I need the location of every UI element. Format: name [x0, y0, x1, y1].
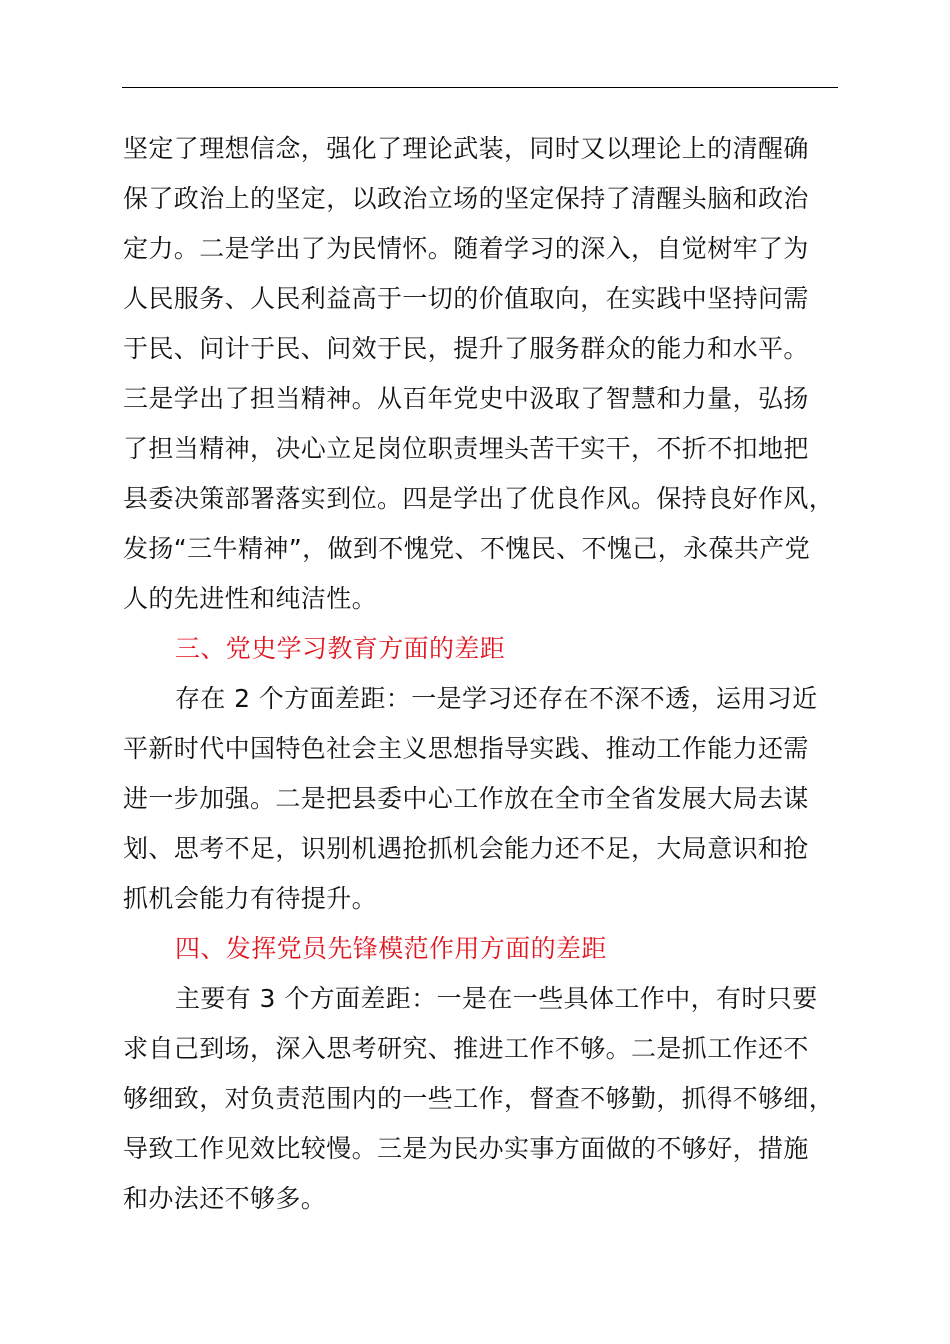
- document-body: [123, 124, 839, 1224]
- body-line-5: 于民、问计于民、问效于民，提升了服务群众的能力和水平。: [123, 334, 809, 363]
- body-line-9: 发扬“三牛精神”，做到不愧党、不愧民、不愧己，永葆共产党: [123, 534, 811, 563]
- body-line-2: 保了政治上的坚定，以政治立场的坚定保持了清醒头脑和政治: [123, 184, 809, 213]
- body-line-7: 了担当精神，决心立足岗位职责埋头苦干实干，不折不扣地把: [123, 434, 809, 463]
- section-heading-3: 三、党史学习教育方面的差距: [175, 634, 506, 663]
- body-line-1: 坚定了理想信念，强化了理论武装，同时又以理论上的清醒确: [123, 134, 809, 163]
- body-line-22: 和办法还不够多。: [123, 1184, 327, 1213]
- body-line-6: 三是学出了担当精神。从百年党史中汲取了智慧和力量，弘扬: [123, 384, 809, 413]
- section-heading-4: 四、发挥党员先锋模范作用方面的差距: [175, 934, 607, 963]
- body-line-20: 够细致，对负责范围内的一些工作，督查不够勤，抓得不够细，: [123, 1084, 835, 1113]
- body-line-16: 抓机会能力有待提升。: [123, 884, 378, 913]
- paragraph-start-line: 存在 2 个方面差距：一是学习还存在不深不透，运用习近: [175, 684, 818, 713]
- body-line-3: 定力。二是学出了为民情怀。随着学习的深入，自觉树牢了为: [123, 234, 809, 263]
- paragraph-start-line: 主要有 3 个方面差距：一是在一些具体工作中，有时只要: [175, 984, 818, 1013]
- body-line-4: 人民服务、人民利益高于一切的价值取向，在实践中坚持问需: [123, 284, 809, 313]
- body-line-14: 进一步加强。二是把县委中心工作放在全市全省发展大局去谋: [123, 784, 809, 813]
- header-rule: [122, 87, 838, 88]
- body-line-10: 人的先进性和纯洁性。: [123, 584, 378, 613]
- body-line-19: 求自己到场，深入思考研究、推进工作不够。二是抓工作还不: [123, 1034, 809, 1063]
- body-line-13: 平新时代中国特色社会主义思想指导实践、推动工作能力还需: [123, 734, 809, 763]
- body-line-8: 县委决策部署落实到位。四是学出了优良作风。保持良好作风，: [123, 484, 835, 513]
- body-line-15: 划、思考不足，识别机遇抢抓机会能力还不足，大局意识和抢: [123, 834, 809, 863]
- body-line-21: 导致工作见效比较慢。三是为民办实事方面做的不够好，措施: [123, 1134, 809, 1163]
